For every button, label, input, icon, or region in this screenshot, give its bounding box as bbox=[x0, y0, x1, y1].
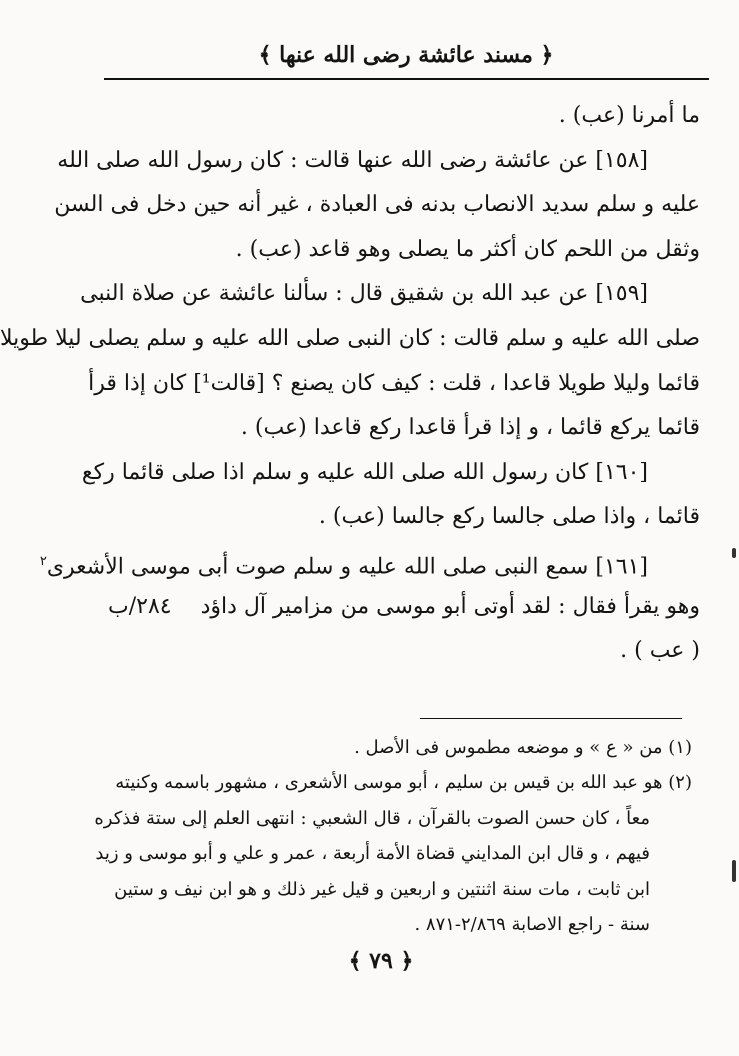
hadith-159-line: [١٥٩] عن عبد الله بن شقيق قال : سألنا عائشة عن صلاة النبى bbox=[80, 281, 648, 307]
text-line: ( عب ) . bbox=[620, 638, 700, 664]
text-line: قائما وليلا طويلا قاعدا ، قلت : كيف كان يصنع ؟ [قالت¹] كان إذا قرأ bbox=[88, 370, 700, 396]
hadith-161-line bbox=[39, 540, 700, 585]
scan-edge-mark bbox=[732, 548, 736, 558]
footnote-2-line: ابن ثابت ، مات سنة اثنتين و اربعين و قيل غير ذلك و هو ابن نيف و ستين bbox=[114, 878, 650, 900]
footnote-ref: ٢ bbox=[39, 553, 47, 569]
hadith-161-text: [١٦١] سمع النبى صلى الله عليه و سلم صوت أبى موسى الأشعرى bbox=[46, 554, 648, 580]
text-line: قائما ، واذا صلى جالسا ركع جالسا (عب) . bbox=[318, 504, 700, 530]
text-line: وثقل من اللحم كان أكثر ما يصلى وهو قاعد (عب) . bbox=[235, 236, 700, 262]
hadith-160-line: [١٦٠] كان رسول الله صلى الله عليه و سلم اذا صلى قائما ركع bbox=[81, 459, 648, 485]
hadith-158-line: [١٥٨] عن عائشة رضى الله عنها قالت : كان رسول الله صلى الله bbox=[57, 147, 648, 173]
header-rule bbox=[104, 78, 709, 80]
body-text bbox=[0, 94, 700, 674]
text-line: قائما يركع قائما ، و إذا قرأ قاعدا ركع قاعدا (عب) . bbox=[240, 415, 700, 441]
footnote-2-line: سنة - راجع الاصابة ٢/٨٦٩-٨٧١ . bbox=[414, 913, 650, 935]
text-line: عليه و سلم سديد الانصاب بدنه فى العبادة ، غير أنه حين دخل فى السن bbox=[54, 192, 700, 218]
page-number: ﴿ ٧٩ ﴾ bbox=[348, 948, 414, 974]
text-span: وهو يقرأ فقال : لقد أوتى أبو موسى من مزامير آل داؤد bbox=[200, 593, 700, 619]
footnotes bbox=[94, 730, 692, 942]
manuscript-folio-note: ٢٨٤/ب bbox=[108, 593, 172, 619]
text-line: ما أمرنا (عب) . bbox=[558, 103, 700, 128]
footnote-2-line: معاً ، كان حسن الصوت بالقرآن ، قال الشعبي : انتهى العلم إلى ستة فذكره bbox=[94, 807, 650, 829]
footnote-2: (٢) هو عبد الله بن قيس بن سليم ، أبو موسى الأشعرى ، مشهور باسمه وكنيته bbox=[115, 772, 692, 794]
footnote-2-line: فيهم ، و قال ابن المدايني قضاة الأمة أربعة ، عمر و علي و أبو موسى و زيد bbox=[95, 843, 650, 865]
footnote-rule bbox=[420, 718, 682, 719]
scan-edge-mark bbox=[732, 860, 736, 882]
page-header: ﴿ مسند عائشة رضى الله عنها ﴾ bbox=[258, 42, 554, 68]
footnote-1: (١) من « ع » و موضعه مطموس فى الأصل . bbox=[354, 737, 692, 758]
text-line bbox=[100, 585, 700, 630]
text-line: صلى الله عليه و سلم قالت : كان النبى صلى الله عليه و سلم يصلى ليلا طويلا bbox=[0, 325, 700, 351]
